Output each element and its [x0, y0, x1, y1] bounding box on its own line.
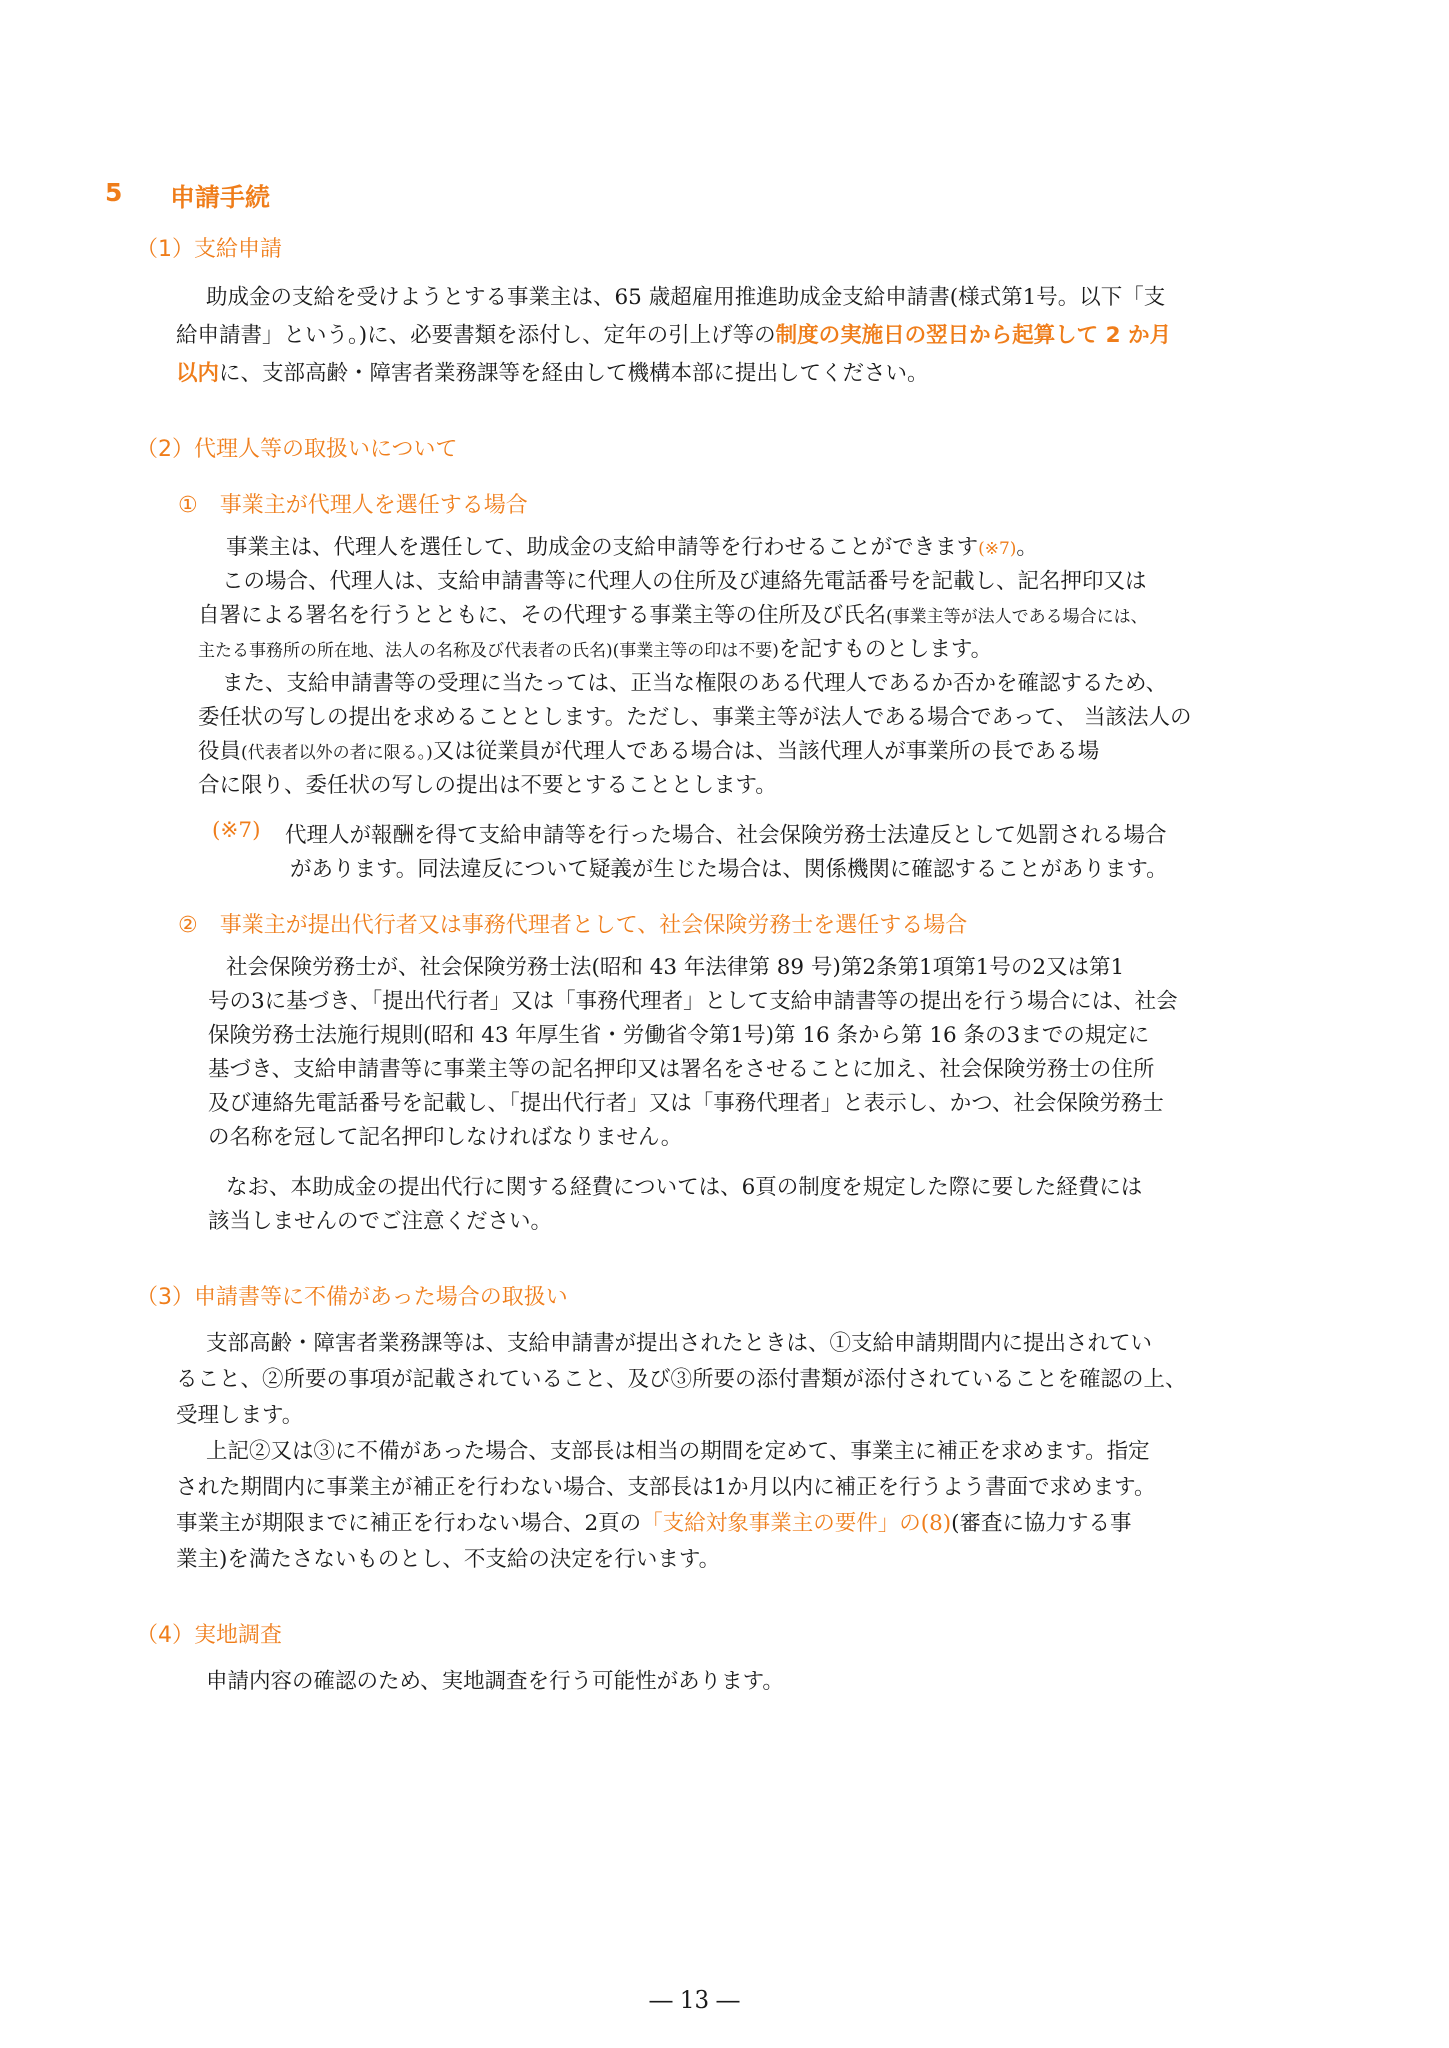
- s2-sub1-line-1-end: 。: [1016, 535, 1038, 560]
- s2-sub2-line-6: の名称を冠して記名押印しなければなりません。: [208, 1125, 683, 1150]
- s2-sub1-heading: ① 事業主が代理人を選任する場合: [178, 493, 528, 518]
- s1-heading: （1）支給申請: [136, 237, 282, 262]
- s3-line-6: [176, 1506, 1132, 1537]
- s3-line-4: 上記②又は③に不備があった場合、支部長は相当の期間を定めて、事業主に補正を求めます。指定: [206, 1439, 1150, 1464]
- s4-heading: （4）実地調査: [136, 1623, 282, 1648]
- s1-line-1: 助成金の支給を受けようとする事業主は、65 歳超雇用推進助成金支給申請書(様式第1号。以下「支: [206, 285, 1166, 310]
- s2-sub2-heading: ② 事業主が提出代行者又は事務代理者として、社会保険労務士を選任する場合: [178, 913, 968, 938]
- s2-sub1-line-6: 委任状の写しの提出を求めることとします。ただし、事業主等が法人である場合であって、 当該法人の: [198, 705, 1192, 730]
- s1-deadline-emphasis: 制度の実施日の翌日から起算して 2 か月: [775, 323, 1172, 348]
- s2-sub1-line-8: 合に限り、委任状の写しの提出は不要とすることとします。: [198, 773, 777, 798]
- s3-line-1: 支部高齢・障害者業務課等は、支給申請書が提出されたときは、①支給申請期間内に提出されてい: [206, 1331, 1153, 1356]
- s4-line: 申請内容の確認のため、実地調査を行う可能性があります。: [206, 1669, 784, 1694]
- s2-sub1-line-7-small: (代表者以外の者に限る。): [241, 743, 433, 763]
- s1-line-3-text: に、支部高齢・障害者業務課等を経由して機構本部に提出してください。: [219, 361, 929, 386]
- section-number: 5: [105, 178, 123, 207]
- s3-line-6-text-a: 事業主が期限までに補正を行わない場合、2頁の: [176, 1511, 642, 1536]
- s2-sub2-note-line-2: 該当しませんのでご注意ください。: [208, 1209, 553, 1234]
- s3-line-5: された期間内に事業主が補正を行わない場合、支部長は1か月以内に補正を行うよう書面で求めます。: [176, 1475, 1156, 1500]
- s2-sub1-line-3-text: 自署による署名を行うとともに、その代理する事業主等の住所及び氏名: [198, 603, 887, 628]
- s2-sub1-line-7: [198, 734, 1099, 765]
- s2-sub1-line-1-text: 事業主は、代理人を選任して、助成金の支給申請等を行わせることができます: [226, 535, 979, 560]
- s2-sub2-line-5: 及び連絡先電話番号を記載し、「提出代行者」又は「事務代理者」と表示し、かつ、社会保険労務士: [208, 1091, 1164, 1116]
- s2-sub1-line-4-text: を記すものとします。: [778, 637, 993, 662]
- s2-sub2-line-3: 保険労務士法施行規則(昭和 43 年厚生省・労働省令第1号)第 16 条から第 16 条の3までの規定に: [208, 1023, 1150, 1048]
- s2-sub1-line-5: また、支給申請書等の受理に当たっては、正当な権限のある代理人であるか否かを確認するため、: [222, 671, 1168, 696]
- s2-sub1-line-3: [198, 598, 1148, 629]
- s2-heading: （2）代理人等の取扱いについて: [136, 437, 458, 462]
- s2-sub2-note-line-1: なお、本助成金の提出代行に関する経費については、6頁の制度を規定した際に要した経費には: [226, 1175, 1143, 1200]
- s1-line-2-text: 給申請書」という。)に、必要書類を添付し、定年の引上げ等の: [176, 323, 776, 348]
- footnote-line-2: があります。同法違反について疑義が生じた場合は、関係機関に確認することがあります。: [290, 857, 1168, 882]
- s2-sub1-line-2: この場合、代理人は、支給申請書等に代理人の住所及び連絡先電話番号を記載し、記名押印又は: [222, 569, 1147, 594]
- s1-line-3: [176, 356, 929, 387]
- s2-sub1-line-4: [198, 632, 992, 663]
- s2-sub2-line-4: 基づき、支給申請書等に事業主等の記名押印又は署名をさせることに加え、社会保険労務士の住所: [208, 1057, 1155, 1082]
- requirements-reference: 「支給対象事業主の要件」の(8): [641, 1511, 952, 1536]
- s2-sub1-line-4-small: 主たる事務所の所在地、法人の名称及び代表者の氏名)(事業主等の印は不要): [198, 641, 779, 661]
- s1-deadline-emphasis-end: 以内: [176, 361, 220, 386]
- s2-sub1-line-7-text-a: 役員: [198, 739, 242, 764]
- page-number: ― 13 ―: [649, 1986, 740, 2014]
- s2-sub1-line-7-text-b: 又は従業員が代理人である場合は、当該代理人が事業所の長である場: [432, 739, 1100, 764]
- s2-sub2-line-2: 号の3に基づき、「提出代行者」又は「事務代理者」として支給申請書等の提出を行う場合には、社会: [208, 989, 1178, 1014]
- s2-sub1-line-1: [226, 530, 1038, 561]
- s2-sub1-line-3-small: (事業主等が法人である場合には、: [886, 607, 1148, 627]
- s3-heading: （3）申請書等に不備があった場合の取扱い: [136, 1285, 568, 1310]
- section-title: 申請手続: [170, 183, 271, 212]
- s3-line-2: ること、②所要の事項が記載されていること、及び③所要の添付書類が添付されていることを確認の上、: [176, 1367, 1187, 1392]
- footnote-line-1: 代理人が報酬を得て支給申請等を行った場合、社会保険労務士法違反として処罰される場合: [285, 823, 1167, 848]
- footnote-label: (※7): [212, 818, 261, 843]
- s1-line-2: [176, 318, 1171, 349]
- s3-line-7: 業主)を満たさないものとし、不支給の決定を行います。: [176, 1547, 721, 1572]
- note-reference: (※7): [978, 539, 1017, 559]
- s3-line-3: 受理します。: [176, 1403, 304, 1428]
- s2-sub2-line-1: 社会保険労務士が、社会保険労務士法(昭和 43 年法律第 89 号)第2条第1項第1号の2又は第1: [226, 955, 1125, 980]
- s3-line-6-text-b: (審査に協力する事: [951, 1511, 1132, 1536]
